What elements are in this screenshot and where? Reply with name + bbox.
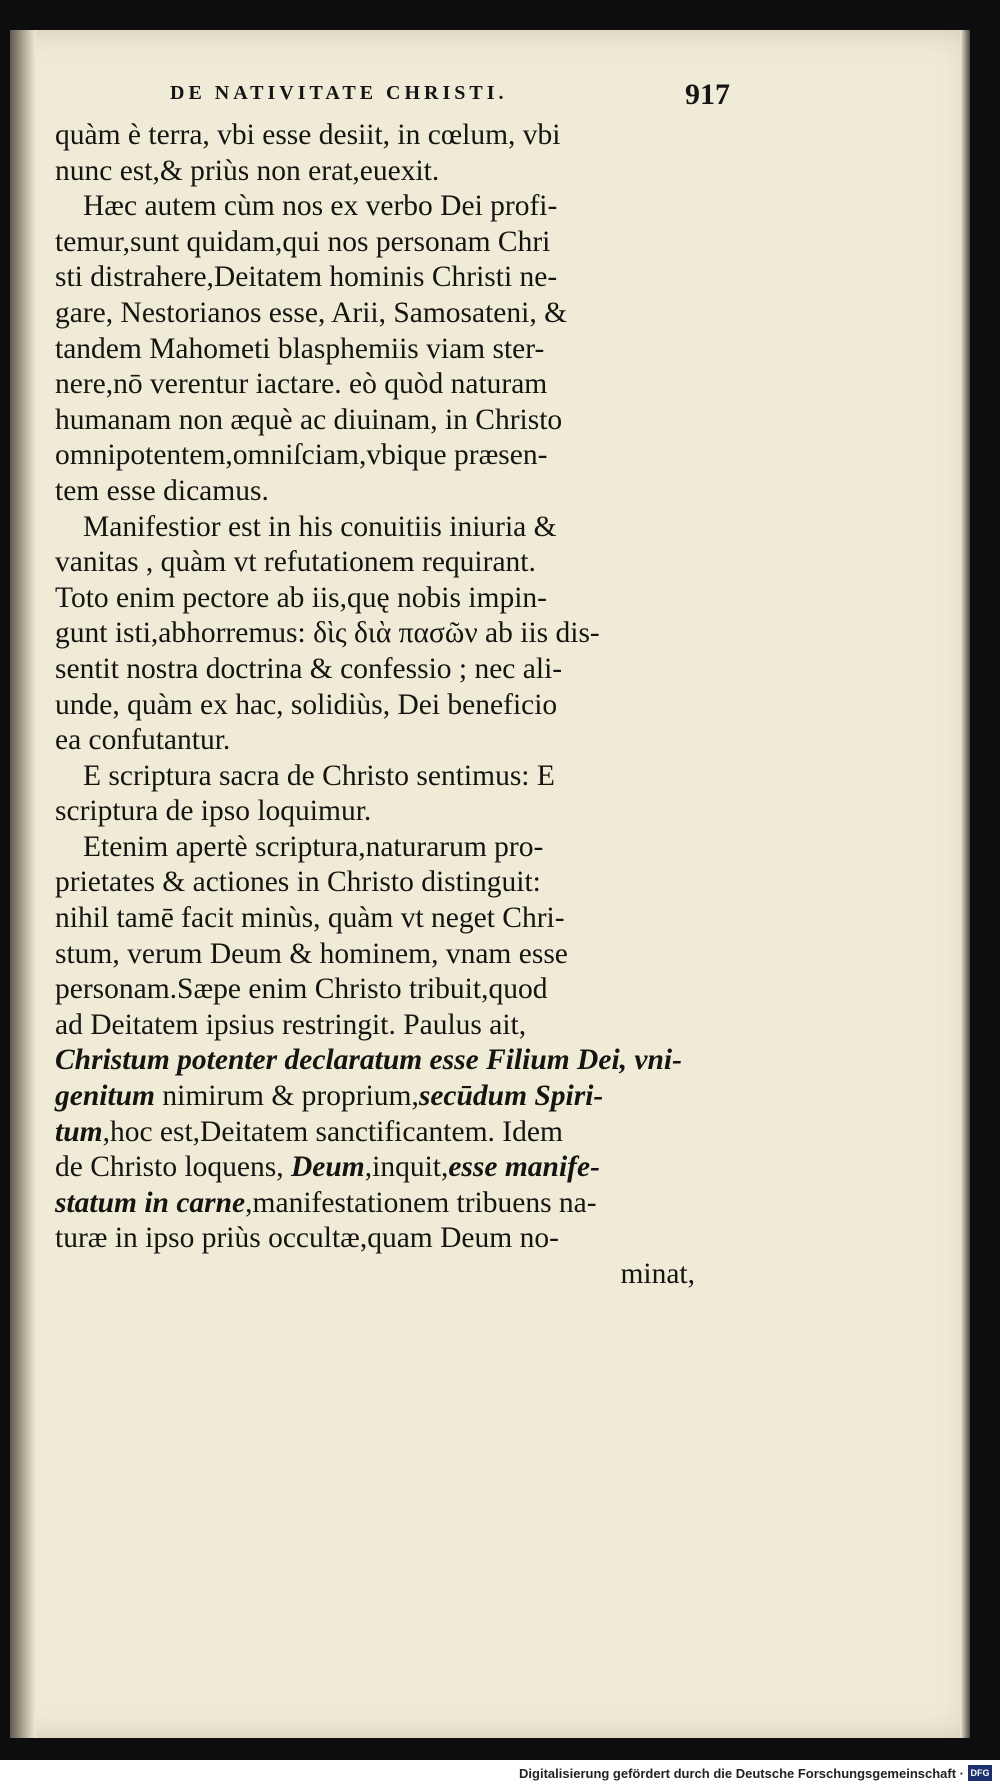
text-line: ea confutantur. <box>55 724 231 757</box>
text-line: sentit nostra doctrina & confessio ; nec ali- <box>55 652 563 685</box>
text-line: personam.Sæpe enim Christo tribuit,quod <box>55 973 548 1006</box>
italic-quote: Deum <box>291 1151 365 1184</box>
page-header <box>150 78 730 118</box>
text-run: ,hoc est,Deitatem sanctificantem. Idem <box>102 1115 563 1148</box>
text-line: tandem Mahometi blasphemiis viam ster- <box>55 332 545 365</box>
catchword: minat, <box>620 1258 695 1290</box>
text-run: turæ in ipso priùs occultæ,quam Deum no- <box>55 1222 559 1255</box>
text-line: Etenim apertè scriptura,naturarum pro- <box>83 830 544 863</box>
text-line: Manifestior est in his conuitiis iniuria & <box>83 510 557 543</box>
text-run: nimirum & proprium, <box>155 1080 419 1113</box>
text-line: tem esse dicamus. <box>55 474 269 507</box>
book-page <box>10 30 970 1738</box>
text-line: scriptura de ipso loquimur. <box>55 795 372 828</box>
italic-quote: secūdum Spiri- <box>418 1080 604 1113</box>
text-line: sti distrahere,Deitatem hominis Christi ne- <box>55 261 558 294</box>
page-gutter <box>10 30 36 1738</box>
text-line <box>55 1221 695 1257</box>
text-line: ad Deitatem ipsius restringit. Paulus ait, <box>55 1008 527 1041</box>
text-line <box>55 1150 695 1186</box>
text-line: unde, quàm ex hac, solidiùs, Dei beneficio <box>55 688 558 721</box>
italic-quote: esse manife- <box>448 1151 600 1184</box>
dfg-logo: DFG <box>968 1765 992 1781</box>
text-line <box>55 1079 695 1115</box>
text-line <box>55 1043 695 1079</box>
text-line: temur,sunt quidam,qui nos personam Chri <box>55 225 551 258</box>
text-line: vanitas , quàm vt refutationem requirant. <box>55 546 536 579</box>
body-text <box>55 118 695 1293</box>
text-line <box>55 1115 695 1151</box>
text-run: de Christo loquens, <box>55 1151 291 1184</box>
italic-quote: genitum <box>55 1080 155 1113</box>
text-line: omnipotentem,omniſciam,vbique præsen- <box>55 439 548 472</box>
text-line: nunc est,& priùs non erat,euexit. <box>55 154 440 187</box>
italic-quote: tum <box>55 1115 103 1148</box>
text-line <box>55 1186 695 1222</box>
text-line: humanam non æquè ac diuinam, in Christo <box>55 403 563 436</box>
text-line: quàm è terra, vbi esse desiit, in cœlum, vbi <box>55 119 561 151</box>
footer-bar <box>0 1760 1000 1788</box>
text-run: ,inquit, <box>364 1151 449 1184</box>
italic-quote: statum in carne <box>55 1186 246 1219</box>
text-line: nere,nō verentur iactare. eò quòd naturam <box>55 368 548 401</box>
text-line: nihil tamē facit minùs, quàm vt neget Chri- <box>55 902 565 935</box>
page-edge <box>960 30 970 1738</box>
text-line: Toto enim pectore ab iis,quę nobis impin- <box>55 581 547 614</box>
text-line: Hæc autem cùm nos ex verbo Dei profi- <box>83 190 558 223</box>
page-number: 917 <box>685 78 730 111</box>
running-title: DE NATIVITATE CHRISTI. <box>170 82 508 104</box>
footer-credit: Digitalisierung gefördert durch die Deutsche Forschungsgemeinschaft · <box>519 1766 964 1781</box>
text-run: ,manifestationem tribuens na- <box>245 1186 597 1219</box>
text-line: stum, verum Deum & hominem, vnam esse <box>55 937 568 970</box>
text-line: gunt isti,abhorremus: δὶς διὰ πασῶν ab iis dis- <box>55 617 600 650</box>
text-line: E scriptura sacra de Christo sentimus: E <box>83 759 555 792</box>
text-line: gare, Nestorianos esse, Arii, Samosateni, & <box>55 296 568 329</box>
italic-quote: Christum potenter declaratum esse Filium Dei, vni- <box>55 1044 682 1077</box>
text-line: prietates & actiones in Christo distinguit: <box>55 866 541 899</box>
